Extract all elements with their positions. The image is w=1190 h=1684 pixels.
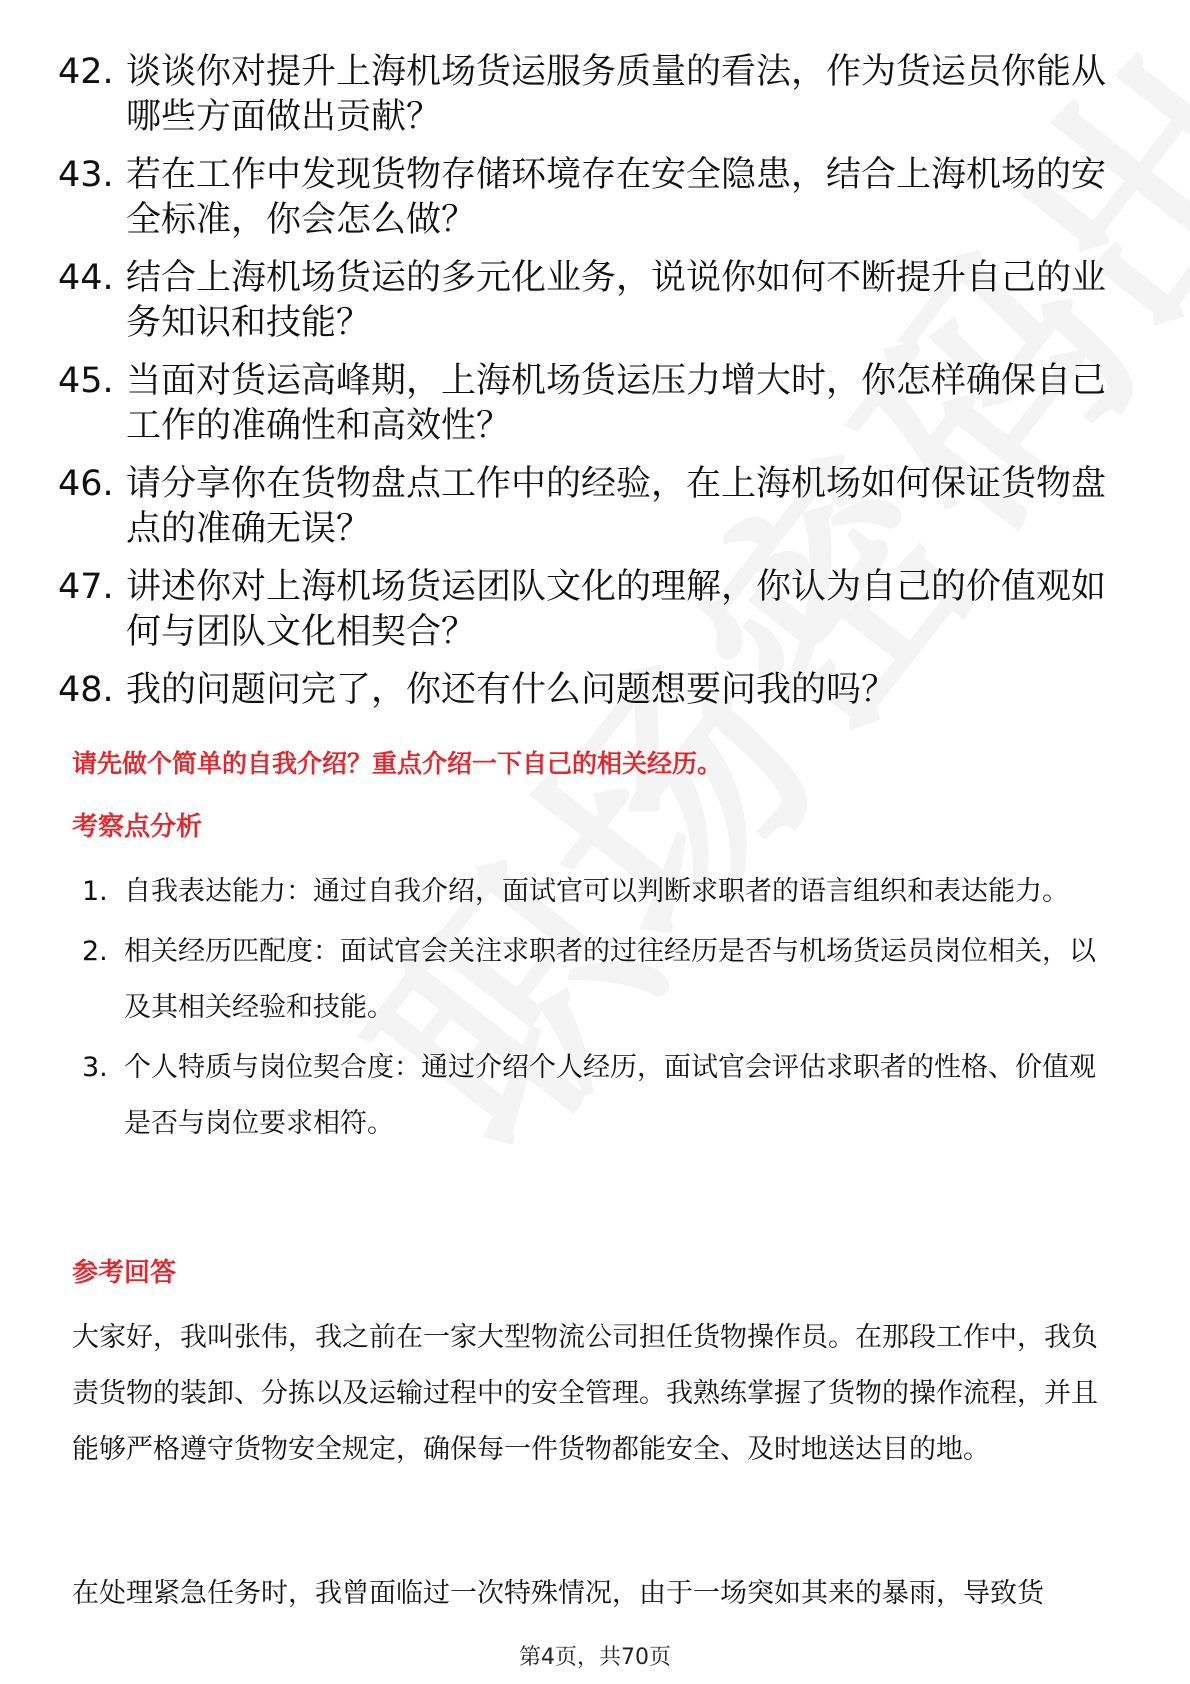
analysis-item (82, 1040, 1122, 1152)
question-number: 42. (58, 52, 114, 92)
question-item (58, 565, 1128, 655)
question-list (58, 50, 1128, 726)
question-number: 45. (58, 361, 114, 401)
analysis-number: 2. (82, 936, 108, 967)
question-item (58, 462, 1128, 552)
analysis-text: 自我表达能力：通过自我介绍，面试官可以判断求职者的语言组织和表达能力。 (124, 876, 1069, 907)
question-item (58, 256, 1128, 346)
question-number: 47. (58, 567, 114, 607)
question-number: 43. (58, 155, 114, 195)
question-text: 讲述你对上海机场货运团队文化的理解，你认为自己的价值观如何与团队文化相契合？ (126, 567, 1107, 652)
question-text: 请分享你在货物盘点工作中的经验，在上海机场如何保证货物盘点的准确无误？ (126, 464, 1107, 549)
question-item (58, 153, 1128, 243)
analysis-number: 1. (82, 876, 108, 907)
question-text: 我的问题问完了，你还有什么问题想要问我的吗？ (126, 670, 897, 710)
analysis-text: 相关经历匹配度：面试官会关注求职者的过往经历是否与机场货运员岗位相关，以及其相关经验和技能。 (124, 936, 1096, 1023)
analysis-item (82, 924, 1122, 1036)
answer-paragraph: 大家好，我叫张伟，我之前在一家大型物流公司担任货物操作员。在那段工作中，我负责货物的装卸、分拣以及运输过程中的安全管理。我熟练掌握了货物的操作流程，并且能够严格遵守货物安全规定，确保每一件货物都能安全、及时地送达目的地。 (72, 1322, 1098, 1465)
analysis-number: 3. (82, 1052, 108, 1083)
question-number: 48. (58, 670, 114, 710)
analysis-item (82, 864, 1122, 920)
highlight-question: 请先做个简单的自我介绍？重点介绍一下自己的相关经历。 (72, 749, 723, 778)
question-item (58, 359, 1128, 449)
analysis-text: 个人特质与岗位契合度：通过介绍个人经历，面试官会评估求职者的性格、价值观是否与岗位要求相符。 (124, 1052, 1096, 1139)
question-number: 44. (58, 258, 114, 298)
question-text: 谈谈你对提升上海机场货运服务质量的看法，作为货运员你能从哪些方面做出贡献？ (126, 52, 1107, 137)
question-text: 当面对货运高峰期，上海机场货运压力增大时，你怎样确保自己工作的准确性和高效性？ (126, 361, 1107, 446)
analysis-list (82, 864, 1122, 1156)
question-text: 若在工作中发现货物存储环境存在安全隐患，结合上海机场的安全标准，你会怎么做？ (126, 155, 1107, 240)
question-text: 结合上海机场货运的多元化业务，说说你如何不断提升自己的业务知识和技能？ (126, 258, 1107, 343)
answer-heading: 参考回答 (72, 1258, 177, 1288)
question-item (58, 50, 1128, 140)
page-footer: 第4页，共70页 (519, 1645, 671, 1670)
answer-paragraph: 在处理紧急任务时，我曾面临过一次特殊情况，由于一场突如其来的暴雨，导致货 (72, 1578, 1044, 1609)
question-item (58, 668, 1128, 713)
question-number: 46. (58, 464, 114, 504)
analysis-heading: 考察点分析 (72, 812, 203, 842)
